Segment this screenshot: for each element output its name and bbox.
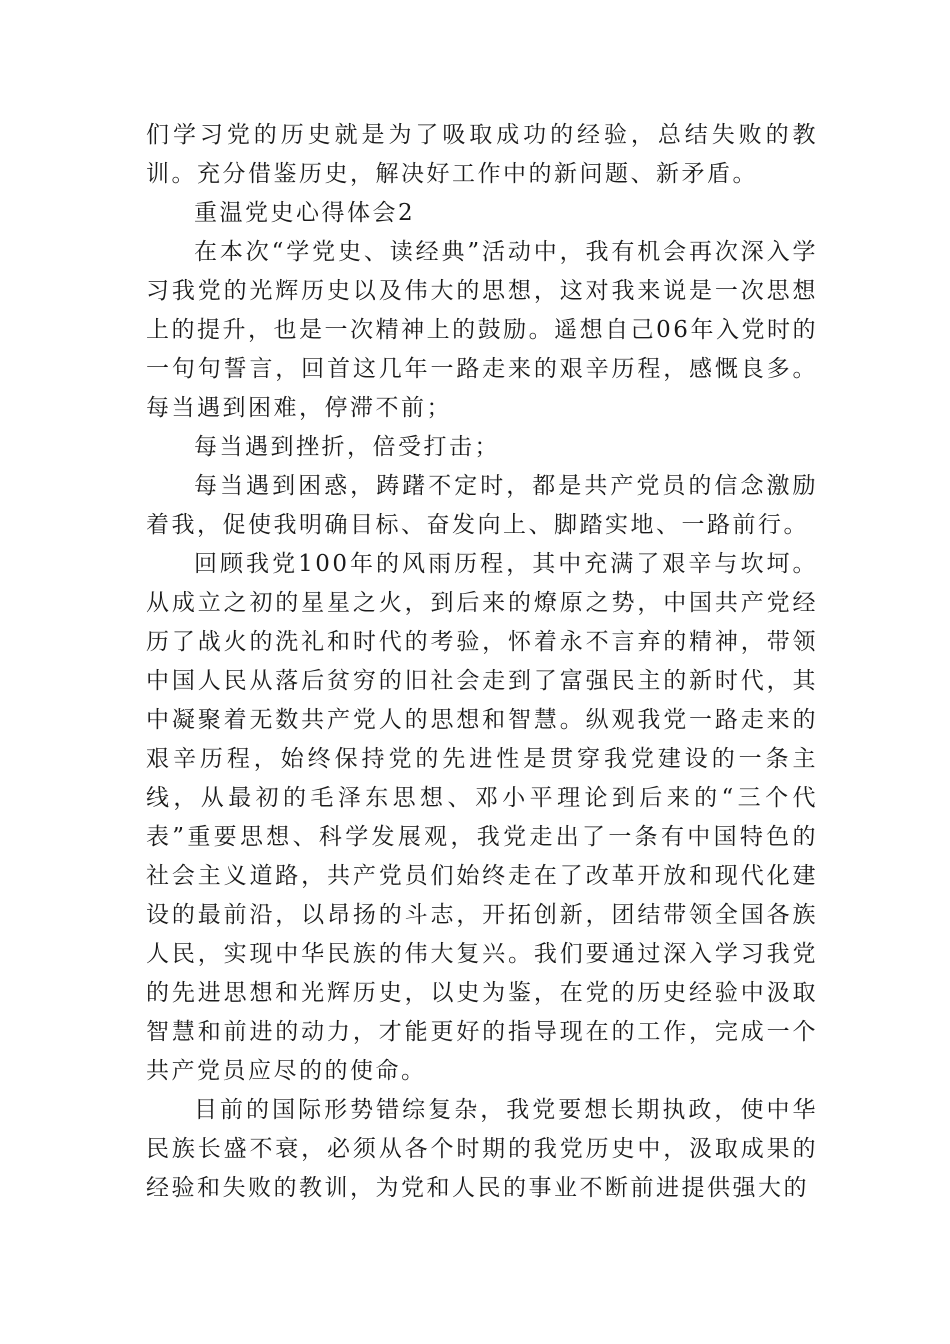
paragraph: 每当遇到困惑，踌躇不定时，都是共产党员的信念激励着我，促使我明确目标、奋发向上、脚踏实地、一路前行。 bbox=[146, 473, 818, 538]
paragraph: 目前的国际形势错综复杂，我党要想长期执政，使中华民族长盛不衰，必须从各个时期的我党历史中，汲取成果的经验和失败的教训，为党和人民的事业不断前进提供强大的 bbox=[146, 1097, 818, 1201]
paragraph: 在本次“学党史、读经典”活动中，我有机会再次深入学习我党的光辉历史以及伟大的思想，这对我来说是一次思想上的提升，也是一次精神上的鼓励。遥想自己06年入党时的一句句誓言，回首这几年一路走来的艰辛历程，感慨良多。每当遇到困难，停滞不前； bbox=[146, 239, 818, 421]
section-heading: 重温党史心得体会2 bbox=[194, 200, 416, 226]
paragraph-continuation: 们学习党的历史就是为了吸取成功的经验，总结失败的教训。充分借鉴历史，解决好工作中的新问题、新矛盾。 bbox=[146, 122, 818, 187]
document-body bbox=[146, 116, 818, 1208]
paragraph: 回顾我党100年的风雨历程，其中充满了艰辛与坎坷。从成立之初的星星之火，到后来的燎原之势，中国共产党经历了战火的洗礼和时代的考验，怀着永不言弃的精神，带领中国人民从落后贫穷的旧社会走到了富强民主的新时代，其中凝聚着无数共产党人的思想和智慧。纵观我党一路走来的艰辛历程，始终保持党的先进性是贯穿我党建设的一条主线，从最初的毛泽东思想、邓小平理论到后来的“三个代表”重要思想、科学发展观，我党走出了一条有中国特色的社会主义道路，共产党员们始终走在了改革开放和现代化建设的最前沿，以昂扬的斗志，开拓创新，团结带领全国各族人民，实现中华民族的伟大复兴。我们要通过深入学习我党的先进思想和光辉历史，以史为鉴，在党的历史经验中汲取智慧和前进的动力，才能更好的指导现在的工作，完成一个共产党员应尽的的使命。 bbox=[146, 551, 818, 1084]
paragraph: 每当遇到挫折，倍受打击； bbox=[194, 434, 500, 460]
